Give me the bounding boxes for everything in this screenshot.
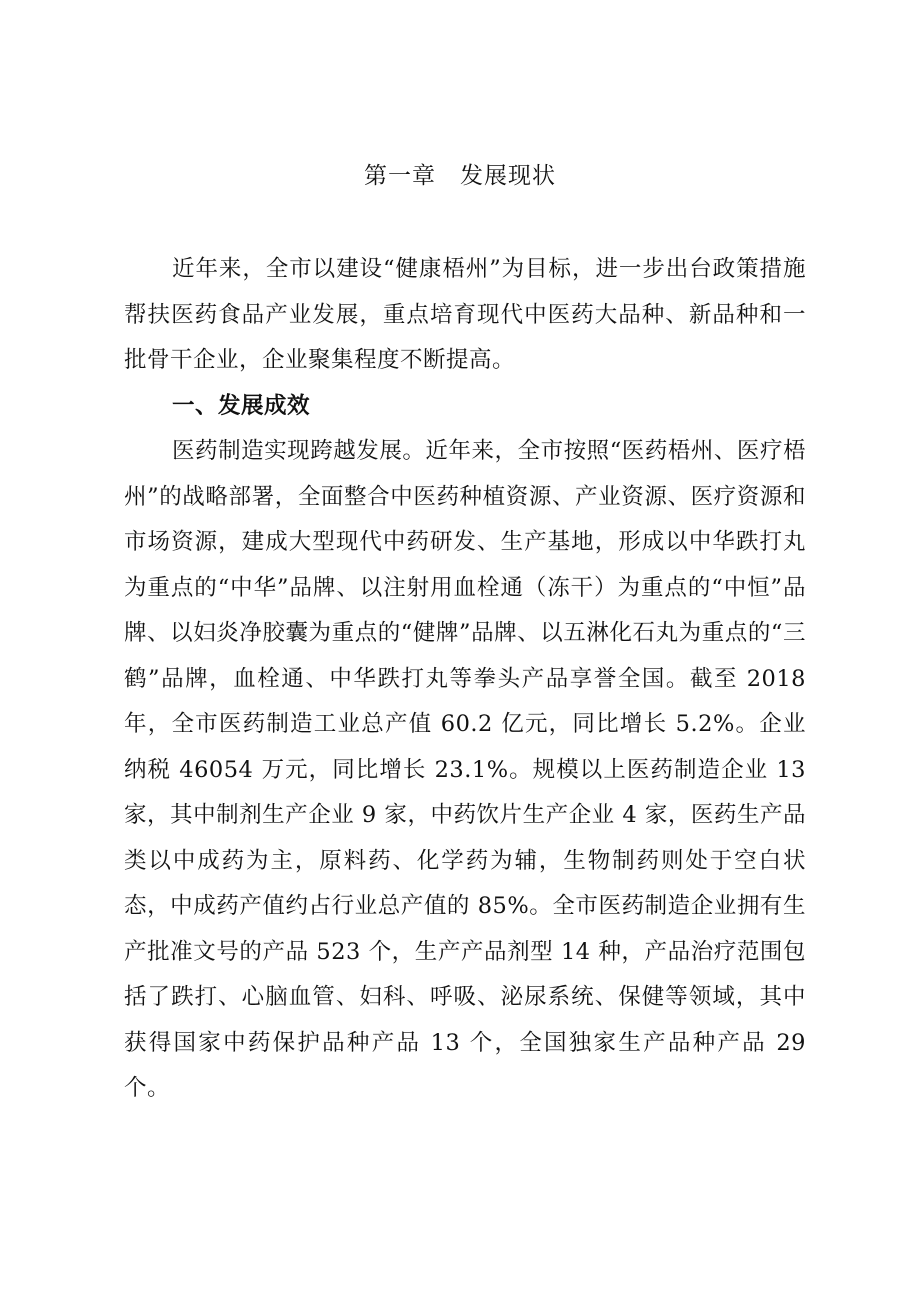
chapter-title: 第一章 发展现状 — [364, 163, 556, 189]
intro-paragraph: 近年来，全市以建设“健康梧州”为目标，进一步出台政策措施帮扶医药食品产业发展，重点培育现代中医药大品种、新品种和一批骨干企业，企业聚集程度不断提高。 — [124, 256, 806, 373]
section-paragraph: 医药制造实现跨越发展。近年来，全市按照“医药梧州、医疗梧州”的战略部署，全面整合中医药种植资源、产业资源、医疗资源和市场资源，建成大型现代中药研发、生产基地，形成以中华跌打丸为重点的“中华”品牌、以注射用血栓通（冻干）为重点的“中恒”品牌、以妇炎净胶囊为重点的“健牌”品牌、以五淋化石丸为重点的“三鹤”品牌，血栓通、中华跌打丸等拳头产品享誉全国。截至 2018 年，全市医药制造工业总产值 60.2 亿元，同比增长 5.2%。企业纳税 46054 万元，同比增长 23.1%。规模以上医药制造企业 13 家，其中制剂生产企业 9 家，中药饮片生产企业 4 家，医药生产品类以中成药为主，原料药、化学药为辅，生物制药则处于空白状态，中成药产值约占行业总产值的 85%。全市医药制造企业拥有生产批准文号的产品 523 个，生产产品剂型 14 种，产品治疗范围包括了跌打、心脑血管、妇科、呼吸、泌尿系统、保健等领域，其中获得国家中药保护品种产品 13 个，全国独家生产品种产品 29 个。 — [124, 438, 806, 1101]
section-heading: 一、发展成效 — [172, 393, 311, 419]
